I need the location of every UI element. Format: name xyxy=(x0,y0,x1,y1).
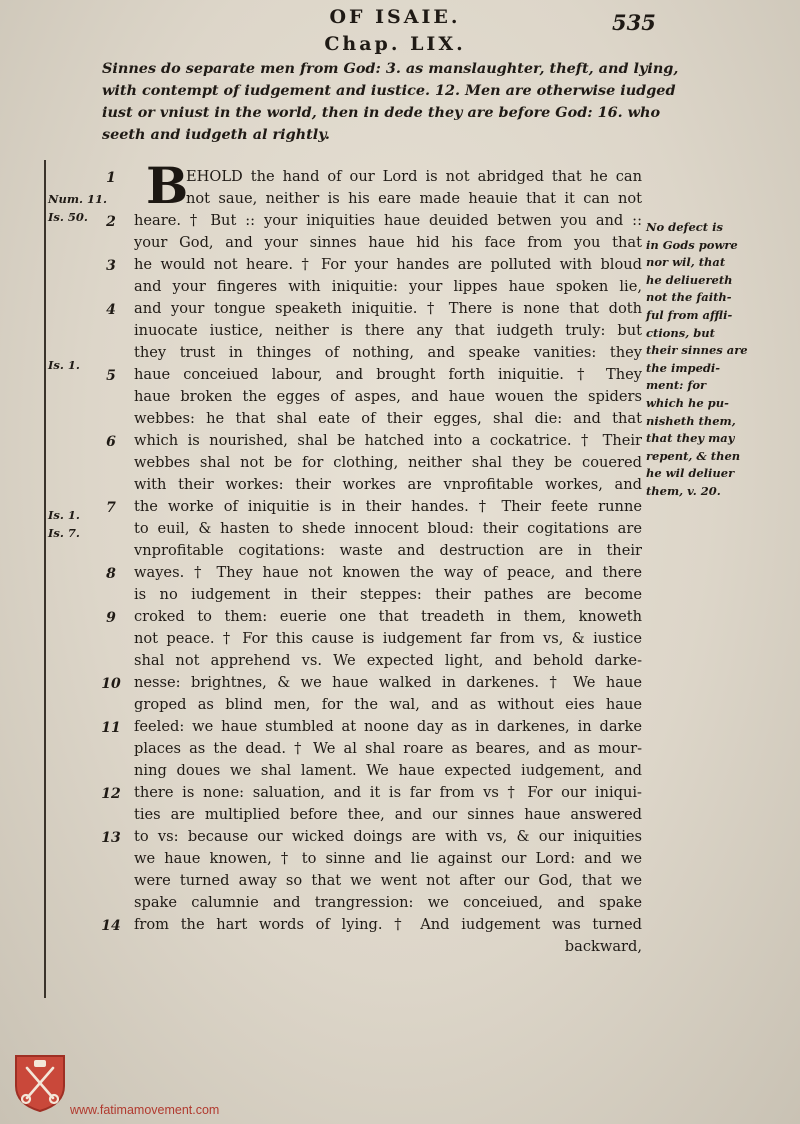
text-line: wayes. † They haue not knowen the way of peace, and there xyxy=(134,564,642,581)
marginal-annotation xyxy=(646,219,758,501)
page-number: 535 xyxy=(612,10,656,35)
annotation-line: their sinnes are xyxy=(646,343,748,358)
catchword: backward, xyxy=(564,938,642,955)
text-line: webbes shal not be for clothing, neither shal they be couered xyxy=(134,454,642,471)
chapter-title: Chap. LIX. xyxy=(324,33,466,55)
text-line: not peace. † For this cause is iudgement far from vs, & iustice xyxy=(134,630,642,647)
verse-number: 3 xyxy=(106,258,116,274)
annotation-line: in Gods powre xyxy=(646,237,738,252)
running-head: OF ISAIE. xyxy=(329,6,461,28)
annotation-line: he deliuereth xyxy=(646,272,733,287)
text-line: webbes: he that shal eate of their egges, shal die: and that xyxy=(134,410,642,427)
annotation-line: No defect is xyxy=(646,220,723,234)
text-line: he would not heare. † For your handes are polluted with bloud xyxy=(134,256,642,273)
annotation-line: nor wil, that xyxy=(646,255,726,270)
text-line: were turned away so that we went not after our God, that we xyxy=(134,872,642,889)
text-line: nesse: brightnes, & we haue walked in darkenes. † We haue xyxy=(134,674,642,691)
text-line: we haue knowen, † to sinne and lie against our Lord: and we xyxy=(134,850,642,867)
verse-number: 8 xyxy=(106,566,116,582)
verse-number: 1 xyxy=(106,170,116,186)
text-line: the worke of iniquitie is in their handes. † Their feete runne xyxy=(134,498,642,515)
text-line: spake calumnie and trangression: we conceiued, and spake xyxy=(134,894,642,911)
text-line: to vs: because our wicked doings are with vs, & our iniquities xyxy=(134,828,642,845)
text-line: feeled: we haue stumbled at noone day as in darkenes, in darke xyxy=(134,718,642,735)
margin-reference: Is. 1. xyxy=(48,508,80,522)
annotation-line: them, v. 20. xyxy=(646,483,721,498)
argument-line: iust or vniust in the world, then in dede they are before God: 16. who xyxy=(102,104,661,121)
margin-reference: Is. 7. xyxy=(48,526,80,540)
annotation-line: he wil deliuer xyxy=(646,466,735,481)
text-line: there is none: saluation, and it is far from vs † For our iniqui- xyxy=(134,784,642,801)
text-line: your God, and your sinnes haue hid his face from you that xyxy=(134,234,642,251)
chapter-argument xyxy=(102,58,679,146)
margin-reference: Is. 1. xyxy=(48,358,80,372)
text-line: haue conceiued labour, and brought forth iniquitie. † They xyxy=(134,366,642,383)
annotation-line: which he pu- xyxy=(646,395,729,410)
margin-rule xyxy=(44,160,46,998)
annotation-line: nisheth them, xyxy=(646,413,736,428)
argument-line: with contempt of iudgement and iustice. 12. Men are otherwise iudged xyxy=(102,82,676,99)
margin-reference: Is. 50. xyxy=(48,210,88,224)
drop-cap: B xyxy=(146,156,189,215)
verse-number: 14 xyxy=(101,918,121,934)
text-line: haue broken the egges of aspes, and haue wouen the spiders xyxy=(134,388,642,405)
text-line: they trust in thinges of nothing, and speake vanities: they xyxy=(134,344,642,361)
verse-number: 13 xyxy=(101,830,121,846)
verse-number: 7 xyxy=(106,500,116,516)
argument-line: Sinnes do separate men from God: 3. as manslaughter, theft, and lying, xyxy=(102,60,679,77)
text-line: ning doues we shal lament. We haue expected iudgement, and xyxy=(134,762,642,779)
annotation-line: not the faith- xyxy=(646,290,732,305)
verse-number: 9 xyxy=(106,610,116,626)
verse-number: 2 xyxy=(106,214,116,230)
verse-number: 4 xyxy=(106,302,116,318)
annotation-line: repent, & then xyxy=(646,448,741,463)
text-line: not saue, neither is his eare made heauie that it can not xyxy=(186,190,642,207)
text-line: heare. † But :: your iniquities haue deuided betwen you and :: xyxy=(134,212,642,229)
text-line: and your tongue speaketh iniquitie. † There is none that doth xyxy=(134,300,642,317)
text-line: ties are multiplied before thee, and our sinnes haue answered xyxy=(134,806,642,823)
text-line: is no iudgement in their steppes: their pathes are become xyxy=(134,586,642,603)
argument-line: seeth and iudgeth al rightly. xyxy=(102,126,330,143)
margin-reference: Num. 11. xyxy=(48,192,108,206)
verse-number: 10 xyxy=(101,676,121,692)
verse-number: 11 xyxy=(101,720,121,736)
text-line: groped as blind men, for the wal, and as without eies haue xyxy=(134,696,642,713)
annotation-line: ment: for xyxy=(646,378,707,393)
text-line: croked to them: euerie one that treadeth in them, knoweth xyxy=(134,608,642,625)
annotation-line: that they may xyxy=(646,431,735,446)
annotation-line: the impedi- xyxy=(646,360,721,375)
text-line: vnprofitable cogitations: waste and destruction are in their xyxy=(134,542,642,559)
verse-number: 5 xyxy=(106,368,116,384)
verse-number: 6 xyxy=(106,434,116,450)
text-line: which is nourished, shal be hatched into a cockatrice. † Their xyxy=(134,432,642,449)
verse-number: 12 xyxy=(101,786,121,802)
text-line: inuocate iustice, neither is there any that iudgeth truly: but xyxy=(134,322,642,339)
text-line: to euil, & hasten to shede innocent bloud: their cogitations are xyxy=(134,520,642,537)
papal-keys-logo-icon xyxy=(12,1052,68,1114)
text-line: EHOLD the hand of our Lord is not abridged that he can xyxy=(186,168,642,185)
text-line: places as the dead. † We al shal roare as beares, and as mour- xyxy=(134,740,642,757)
watermark-url: www.fatimamovement.com xyxy=(70,1103,220,1117)
text-line: shal not apprehend vs. We expected light, and behold darke- xyxy=(134,652,642,669)
text-line: with their workes: their workes are vnprofitable workes, and xyxy=(134,476,642,493)
text-line: from the hart words of lying. † And iudgement was turned xyxy=(134,916,642,933)
annotation-line: ctions, but xyxy=(646,325,715,340)
text-line: and your fingeres with iniquitie: your lippes haue spoken lie, xyxy=(134,278,642,295)
annotation-line: ful from affli- xyxy=(646,307,733,322)
